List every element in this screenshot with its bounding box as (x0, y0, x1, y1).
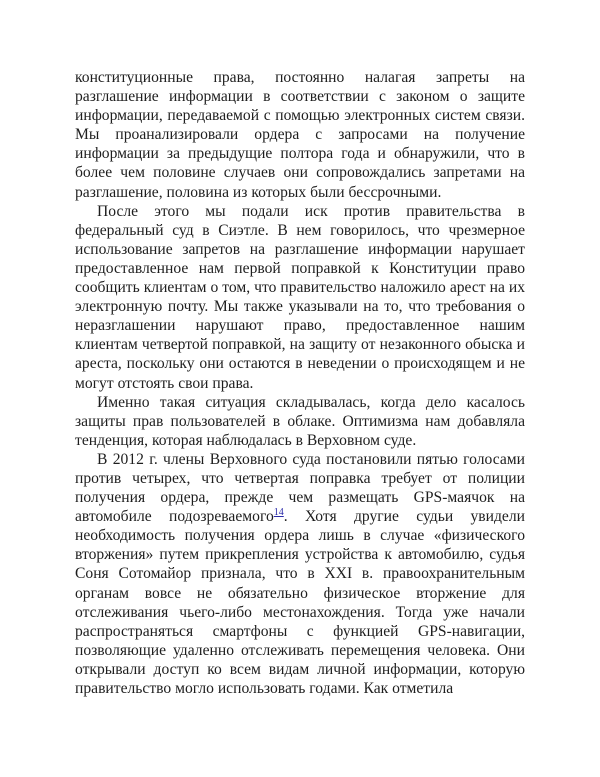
paragraph-2: После этого мы подали иск против правительства в федеральный суд в Сиэтле. В нем говорилось, что чрезмерное использование запретов на разглашение информации нарушает предоставленное нам первой поправкой к Конституции право сообщить клиентам о том, что правительство наложило арест на их электронную почту. Мы также указывали на то, что требования о неразглашении нарушают право, предоставленное нашим клиентам четвертой поправкой, на защиту от незаконного обыска и ареста, поскольку они остаются в неведении о происходящем и не могут отстоять свои права. (75, 202, 525, 392)
paragraph-4 (75, 450, 525, 698)
paragraph-4-text-after: . Хотя другие судьи увидели необходимость получения ордера лишь в случае «физического вторжения» путем прикрепления устройства к автомобилю, судья Соня Сотомайор признала, что в XXI в. правоохранительным органам вовсе не обязательно физическое вторжение для отслеживания чьего-либо местонахождения. Тогда уже начали распространяться смартфоны с функцией GPS-навигации, позволяющие удаленно отслеживать перемещения человека. Они открывали доступ ко всем видам личной информации, которую правительство могло использовать годами. Как отметила (75, 508, 525, 697)
paragraph-1: конституционные права, постоянно налагая запреты на разглашение информации в соответствии с законом о защите информации, передаваемой с помощью электронных систем связи. Мы проанализировали ордера с запросами на получение информации за предыдущие полтора года и обнаружили, что в более чем половине случаев они сопровождались запретами на разглашение, половина из которых были бессрочными. (75, 69, 525, 201)
paragraph-4-text-before: В 2012 г. члены Верховного суда постановили пятью голосами против четырех, что четвертая поправка требует от полиции получения ордера, прежде чем размещать GPS-маячок на автомобиле подозреваемого (75, 450, 525, 526)
paragraph-3: Именно такая ситуация складывалась, когда дело касалось защиты прав пользователей в облаке. Оптимизма нам добавляла тенденция, которая наблюдалась в Верховном суде. (75, 393, 525, 449)
document-page (75, 68, 525, 698)
footnote-link-14[interactable]: 14 (273, 506, 284, 518)
